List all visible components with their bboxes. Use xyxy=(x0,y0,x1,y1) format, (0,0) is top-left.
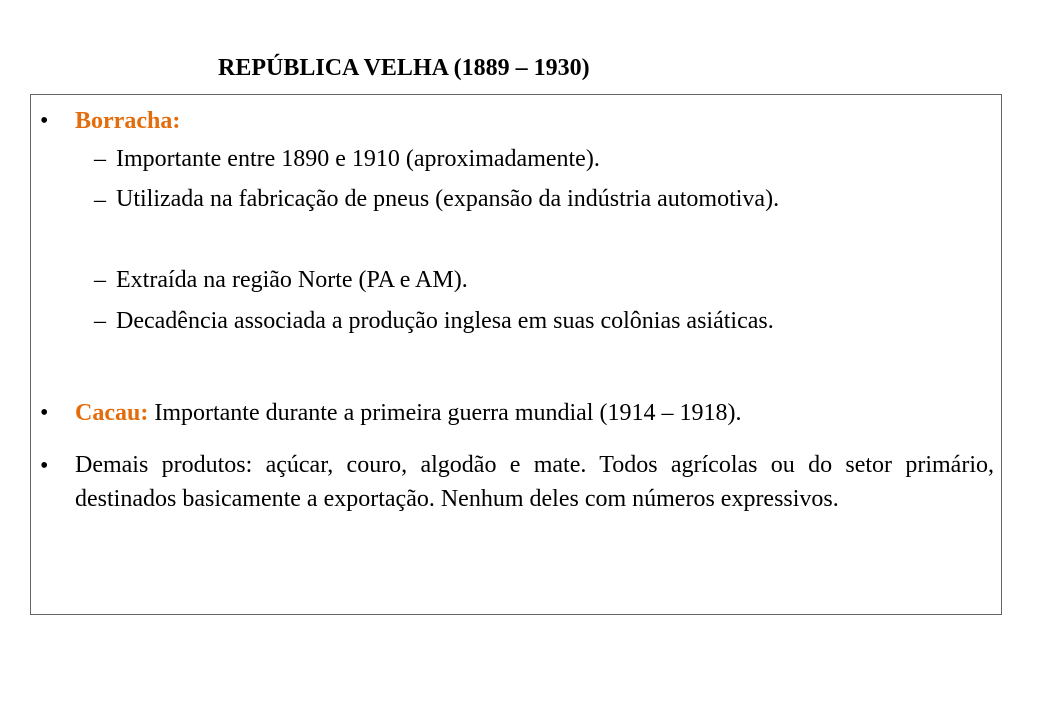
bullet-glyph: • xyxy=(40,400,49,426)
cacau-heading: Cacau: xyxy=(75,400,149,426)
cacau-line xyxy=(75,395,994,431)
dash-glyph: – xyxy=(94,146,106,172)
slide-title: REPÚBLICA VELHA (1889 – 1930) xyxy=(218,55,590,81)
demais-text: Demais produtos: açúcar, couro, algodão e mate. Todos agrícolas ou do setor primário, destinados basicamente a exportação. Nenhum deles com números expressivos. xyxy=(75,452,994,512)
borracha-item-4: Decadência associada a produção inglesa em suas colônias asiáticas. xyxy=(116,308,774,334)
dash-glyph: – xyxy=(94,267,106,293)
dash-glyph: – xyxy=(94,308,106,334)
borracha-item-2: Utilizada na fabricação de pneus (expansão da indústria automotiva). xyxy=(116,186,780,212)
dash-glyph: – xyxy=(94,187,106,213)
borracha-item-3: Extraída na região Norte (PA e AM). xyxy=(116,267,468,293)
bullet-glyph: • xyxy=(40,108,49,134)
bullet-glyph: • xyxy=(40,453,49,479)
borracha-item-1: Importante entre 1890 e 1910 (aproximadamente). xyxy=(116,146,600,172)
borracha-heading: Borracha: xyxy=(75,108,181,134)
cacau-text: Importante durante a primeira guerra mundial (1914 – 1918). xyxy=(154,400,742,426)
